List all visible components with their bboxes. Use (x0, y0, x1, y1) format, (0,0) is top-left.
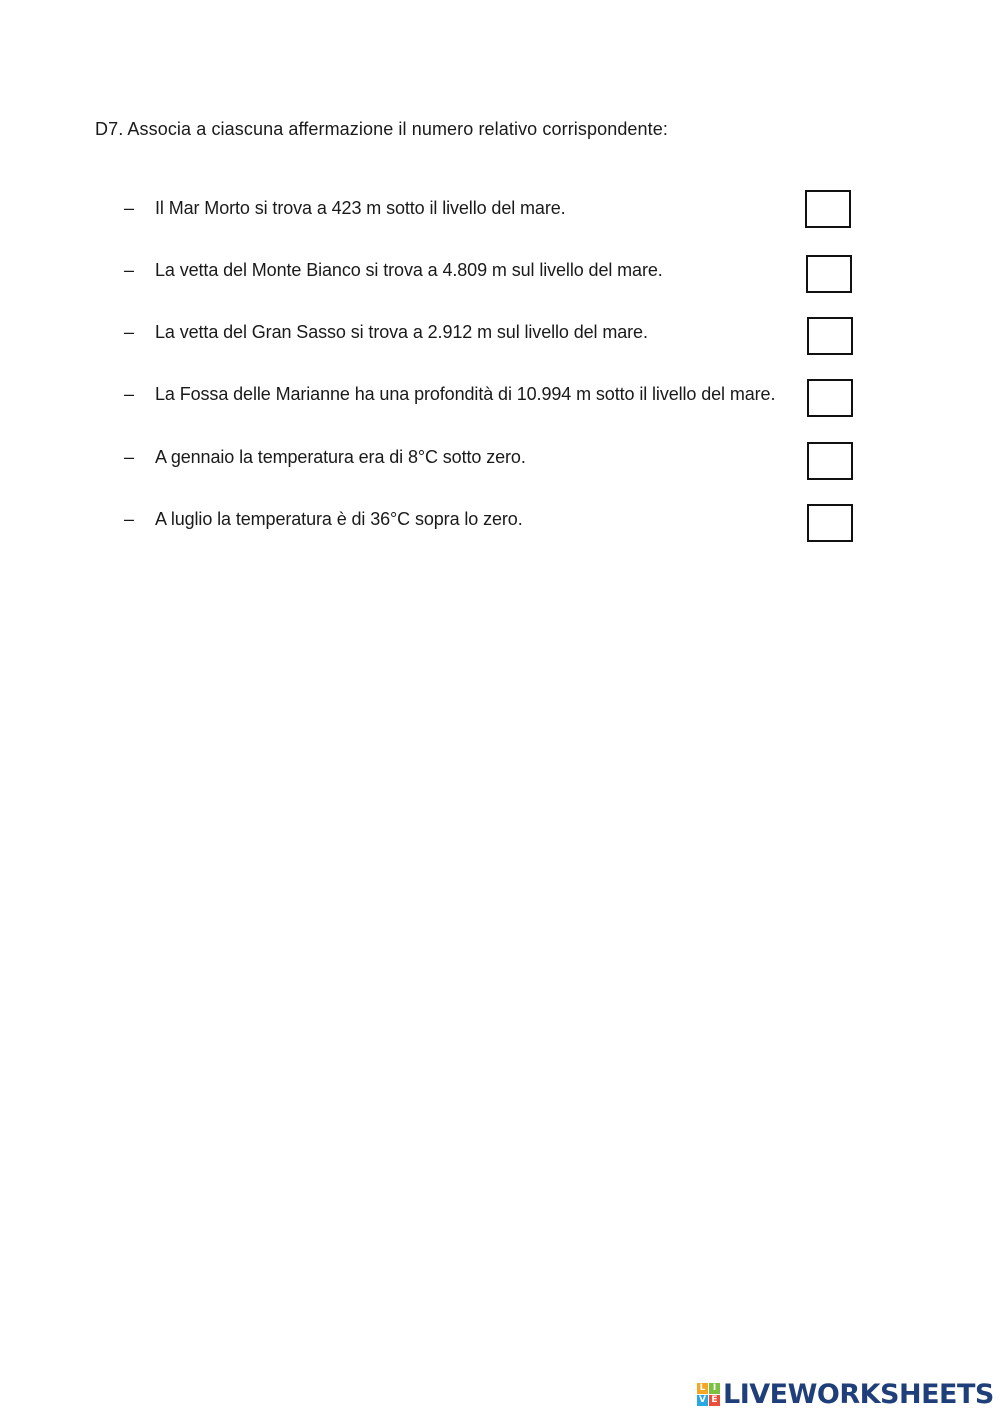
answer-box-2[interactable] (806, 255, 852, 293)
bullet-dash: – (124, 260, 135, 280)
answer-box-6[interactable] (807, 504, 853, 542)
logo-text: LIVEWORKSHEETS (723, 1378, 994, 1410)
bullet-dash: – (124, 198, 135, 218)
logo-letter: I (709, 1383, 720, 1394)
statement-text: La vetta del Gran Sasso si trova a 2.912 m sul livello del mare. (155, 322, 648, 342)
logo-letter: E (709, 1395, 720, 1406)
answer-box-5[interactable] (807, 442, 853, 480)
liveworksheets-logo (697, 1379, 994, 1409)
answer-box-1[interactable] (805, 190, 851, 228)
bullet-dash: – (124, 447, 135, 467)
bullet-dash: – (124, 384, 135, 404)
logo-letter: L (697, 1383, 708, 1394)
statement-text: La Fossa delle Marianne ha una profondità di 10.994 m sotto il livello del mare. (155, 384, 776, 404)
logo-letter: V (697, 1395, 708, 1406)
statement-text: A luglio la temperatura è di 36°C sopra lo zero. (155, 509, 523, 529)
statement-text: Il Mar Morto si trova a 423 m sotto il livello del mare. (155, 198, 566, 218)
statement-text: La vetta del Monte Bianco si trova a 4.809 m sul livello del mare. (155, 260, 663, 280)
bullet-dash: – (124, 322, 135, 342)
question-title: D7. Associa a ciascuna affermazione il numero relativo corrispondente: (95, 119, 668, 139)
bullet-dash: – (124, 509, 135, 529)
statement-text: A gennaio la temperatura era di 8°C sotto zero. (155, 447, 526, 467)
answer-box-4[interactable] (807, 379, 853, 417)
logo-mark-icon (697, 1383, 720, 1406)
answer-box-3[interactable] (807, 317, 853, 355)
